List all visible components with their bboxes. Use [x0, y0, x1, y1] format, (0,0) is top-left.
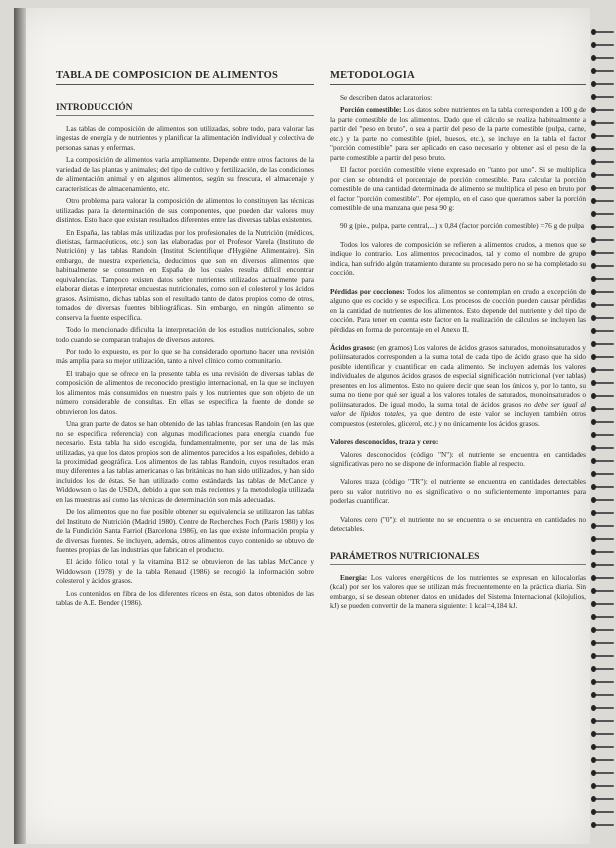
- spiral-coil: [594, 821, 614, 830]
- intro-paragraph: El trabajo que se ofrece en la presente tabla es una revisión de diversas tablas de composición de alimentos de reconocido prestigio internacional, en la que se incluyen los alimentos más consumidos en nuestro país y los nutrientes que son objeto de un número considerable de consultas. En ellas se especifica la fuente de donde se obtuvieron los datos.: [56, 368, 314, 416]
- spiral-coil: [594, 795, 614, 804]
- spiral-coil: [594, 574, 614, 583]
- spiral-coil: [594, 275, 614, 284]
- spiral-coil: [594, 28, 614, 37]
- acidos-paragraph: [330, 343, 586, 428]
- acidos-label: Ácidos grasos:: [330, 342, 376, 352]
- spiral-coil: [594, 483, 614, 492]
- spiral-coil: [594, 119, 614, 128]
- spiral-coil: [594, 535, 614, 544]
- spiral-coil: [594, 340, 614, 349]
- spiral-coil: [594, 522, 614, 531]
- spiral-coil: [594, 743, 614, 752]
- spiral-coil: [594, 288, 614, 297]
- methodology-heading: METODOLOGÍA: [330, 70, 586, 85]
- spiral-coil: [594, 548, 614, 557]
- valores-heading: Valores desconocidos, traza y cero:: [330, 437, 439, 447]
- methodology-lead: Se describen datos aclaratorios:: [340, 93, 433, 102]
- intro-paragraph: Las tablas de composición de alimentos son utilizadas, sobre todo, para valorar las ingestas de energía y de nutrientes y planificar la alimentación individual y colectiva de personas sanas y enfermas.: [56, 124, 314, 152]
- intro-paragraph: Una gran parte de datos se han obtenido de las tablas francesas Randoin (en las que no se especifica referencia) con algunas modificaciones para energía cuando fue necesario. Esta tabla ha sido escogida, fundamentalmente, por ser una de las más utilizadas, ya que los datos propios son de alimentos parecidos a los españoles, debido a la proximidad geográfica. Los alimentos de las tablas Randoin, cuyos resultados eran muy diferentes a las tablas americanas o las británicas no han sido utilizados, y han sido incluidos los de éstas. Se han utilizado como estándards las tablas de McCance y Widdowson o las de USDA, debido a que son más recientes y la metodología utilizada en las muestras así como las técnicas de determinación son más adecuadas.: [56, 419, 314, 504]
- porcion-label: Porción comestible:: [340, 105, 402, 115]
- spiral-coil: [594, 782, 614, 791]
- spiral-coil: [594, 626, 614, 635]
- porcion-paragraph: [330, 105, 586, 162]
- perdidas-paragraph: [330, 287, 586, 334]
- spiral-coil: [594, 717, 614, 726]
- spiral-coil: [594, 197, 614, 206]
- spiral-binding: [594, 28, 616, 838]
- acidos-text: (en gramos) Los valores de ácidos grasos saturados, monoinsaturados y poliinsaturados corresponden a la suma total de cada tipo de ácido graso que ha sido posible identificar y cuantificar en cada alimento. Se incluyen además los valores individuales de algunos ácidos grasos de especial significación nutricional (ver tablas) presentes en los alimentos. Esto no quiere decir que sean los únicos y, por lo tanto, su suma no tiene por qué ser igual a los valores totales de saturados, monoinsaturados o poliinsaturados. De igual modo, la suma total de ácidos grasos: [330, 342, 586, 409]
- spiral-coil: [594, 405, 614, 414]
- spiral-coil: [594, 80, 614, 89]
- spiral-coil: [594, 262, 614, 271]
- spiral-coil: [594, 613, 614, 622]
- spiral-coil: [594, 223, 614, 232]
- spiral-coil: [594, 249, 614, 258]
- acidos-tail: ya que dentro de este valor se incluyen también otros compuestos (esteroles, glicerol, etc.) y no únicamente los ácidos grasos.: [330, 409, 586, 428]
- perdidas-text: Todos los alimentos se contemplan en crudo a excepción de alguno que es cocido y se especifica. Los procesos de cocción pueden causar pérdidas en la cantidad de nutrientes de los alimentos. Esto depende del nutriente y del tipo de cocción. Para tener en cuenta este factor en la realización de cálculos se incluyen las pérdidas en forma de porcentaje en el Anexo II.: [330, 286, 586, 334]
- spiral-coil: [594, 639, 614, 648]
- spiral-coil: [594, 665, 614, 674]
- spiral-coil: [594, 587, 614, 596]
- spiral-coil: [594, 314, 614, 323]
- spiral-coil: [594, 756, 614, 765]
- spiral-coil: [594, 730, 614, 739]
- traza-paragraph: Valores traza (código "TR"): el nutriente se encuentra en cantidades detectables pero su valor nutritivo no es significativo o no suficientemente importantes para poderlas cuantificar.: [330, 477, 586, 506]
- intro-paragraph: La composición de alimentos varía ampliamente. Depende entre otros factores de la variedad de las plantas y animales; del tipo de cultivo y fertilización, de las condiciones de alimentación animal y en algunos alimentos, según su frescura, el almacenaje y características de almacenamiento, etc.: [56, 155, 314, 193]
- intro-paragraph: En España, las tablas más utilizadas por los profesionales de la Nutrición (médicos, dietistas, farmacéuticos, etc.) son las elaboradas por el Profesor Varela (Instituto de Nutrición) y las tablas Randoin (Institut Scientifique d'Hygiène Alimentaire). Sin embargo, de nuestra experiencia, deducimos que son en diversos alimentos que habitualmente se consumen en España de los cuales resulta difícil encontrar equivalencias. Tampoco existen datos sobre nutrientes utilizados actualmente para elaborar dietas e interpretar encuestas nutricionales, como son el colesterol y los ácidos grasos. Asimismo, dichas tablas son el resultado tanto de datos propios como de otros, tomados de diversas fuentes bibliográficas. Sin embargo, en ningún alimento se conserva la fuente específica.: [56, 227, 314, 322]
- spiral-coil: [594, 418, 614, 427]
- intro-paragraph: De los alimentos que no fue posible obtener su equivalencia se utilizaron las tablas del Instituto de Nutrición (Madrid 1980). Centre de Recherches Foch (París 1980) y los de la Fundición Santa Farriol (Barcelona 1986), en las que existe información propia y de diversas fuentes. Se incluyen, además, otros alimentos cuyo contenido se obtuvo de fuentes propias de las industrias que fabrican el producto.: [56, 507, 314, 555]
- spiral-coil: [594, 600, 614, 609]
- document-page: [14, 8, 590, 844]
- intro-paragraph: Todo lo mencionado dificulta la interpretación de los estudios nutricionales, sobre todo cuando se comparan trabajos de diversos autores.: [56, 325, 314, 344]
- spiral-coil: [594, 145, 614, 154]
- intro-heading: INTRODUCCIÓN: [56, 103, 314, 116]
- binding-edge: [14, 8, 26, 844]
- porcion-text: Los datos sobre nutrientes en la tabla corresponden a 100 g de la parte comestible de los alimentos. Dado que el cálculo se realiza habitualmente a partir del "peso en bruto", o sea a partir del peso de la parte comestible (pulpa, carne, etc.) y la parte no comestible (piel, huesos, etc.), se incluye en la tabla el factor "porción comestible" para ser aplicado en caso necesario y obtener así el peso de la parte comestible a partir del peso bruto.: [330, 105, 586, 162]
- valores-paragraph: Todos los valores de composición se refieren a alimentos crudos, a menos que se indique lo contrario. Los alimentos precocinados, tal y como el nombre de grupo indica, han sufrido algún tratamiento durante su procesado pero no se ha completado su cocción.: [330, 239, 586, 278]
- spiral-coil: [594, 184, 614, 193]
- desconocidos-paragraph: Valores desconocidos (código "N"): el nutriente se encuentra en cantidades significativas pero no se dispone de información fiable al respecto.: [330, 449, 586, 468]
- intro-paragraph: Los contenidos en fibra de los diferentes ríceos en ésta, son datos obtenidos de las tablas de A.E. Bender (1986).: [56, 588, 314, 608]
- intro-paragraph: Otro problema para valorar la composición de alimentos lo constituyen las técnicas utilizadas para la determinación de sus componentes, que pueden dar valores muy distintos. Esto hace que existan resultados diferentes entre las diversas tablas existentes.: [56, 196, 314, 225]
- left-column: [56, 70, 314, 840]
- spiral-coil: [594, 652, 614, 661]
- spiral-coil: [594, 704, 614, 713]
- spiral-coil: [594, 210, 614, 219]
- spiral-coil: [594, 691, 614, 700]
- spiral-coil: [594, 509, 614, 518]
- parametros-heading: PARÁMETROS NUTRICIONALES: [330, 552, 586, 565]
- energia-paragraph: [330, 573, 586, 611]
- spiral-coil: [594, 301, 614, 310]
- spiral-coil: [594, 327, 614, 336]
- spiral-coil: [594, 106, 614, 115]
- spiral-coil: [594, 93, 614, 102]
- spiral-coil: [594, 158, 614, 167]
- energia-text: Los valores energéticos de los nutrientes se expresan en kilocalorías (kcal) por ser los valores que se utilizan más frecuentemente en la práctica diaria. Sin embargo, si se desean obtener datos en unidades del Sistema Internacional (kilojulios, kJ) se pueden convertir de la manera siguiente: 1 kcal=4,184 kJ.: [330, 572, 586, 611]
- spiral-coil: [594, 769, 614, 778]
- spiral-coil: [594, 171, 614, 180]
- intro-paragraph: Por todo lo expuesto, es por lo que se ha considerado oportuno hacer una revisión más amplia para su mejor utilización, tanto a nivel clínico como comunitario.: [56, 346, 314, 366]
- cero-paragraph: Valores cero ("0"): el nutriente no se encuentra o se encuentra en cantidades no detectables.: [330, 514, 586, 534]
- spiral-coil: [594, 561, 614, 570]
- spiral-coil: [594, 379, 614, 388]
- acidos-italic: no debe ser igual al valor de lípidos totales,: [330, 399, 586, 419]
- spiral-coil: [594, 353, 614, 362]
- right-column: [330, 70, 586, 840]
- spiral-coil: [594, 236, 614, 245]
- energia-label: Energía:: [340, 572, 368, 582]
- spiral-coil: [594, 67, 614, 76]
- intro-paragraph: El ácido fólico total y la vitamina B12 se obtuvieron de las tablas McCance y Widdowson (1978) y de la tabla Renaud (1986) se recogió la información sobre colesterol y ácidos grasos.: [56, 557, 314, 586]
- spiral-coil: [594, 496, 614, 505]
- spiral-coil: [594, 808, 614, 817]
- spiral-coil: [594, 678, 614, 687]
- spiral-coil: [594, 392, 614, 401]
- factor-paragraph: El factor porción comestible viene expresado en "tanto por uno". Si se multiplica por cien se obtendrá el porcentaje de porción comestible. Para calcular la porción comestible de una cantidad determinada de alimento se multiplica el peso en bruto por el factor "porción comestible". Por ejemplo, en el caso que queramos saber la porción comestible de una manzana que pesa 90 g:: [330, 165, 586, 212]
- spiral-coil: [594, 54, 614, 63]
- document-title: TABLA DE COMPOSICIÓN DE ALIMENTOS: [56, 70, 314, 85]
- spiral-coil: [594, 444, 614, 453]
- spiral-coil: [594, 41, 614, 50]
- spiral-coil: [594, 431, 614, 440]
- formula-example: 90 g (pie., pulpa, parte central,...) x 0,84 (factor porción comestible) =76 g de pulpa: [340, 221, 585, 231]
- perdidas-label: Pérdidas por cocciones:: [330, 286, 405, 296]
- spiral-coil: [594, 457, 614, 466]
- spiral-coil: [594, 366, 614, 375]
- spiral-coil: [594, 470, 614, 479]
- spiral-coil: [594, 132, 614, 141]
